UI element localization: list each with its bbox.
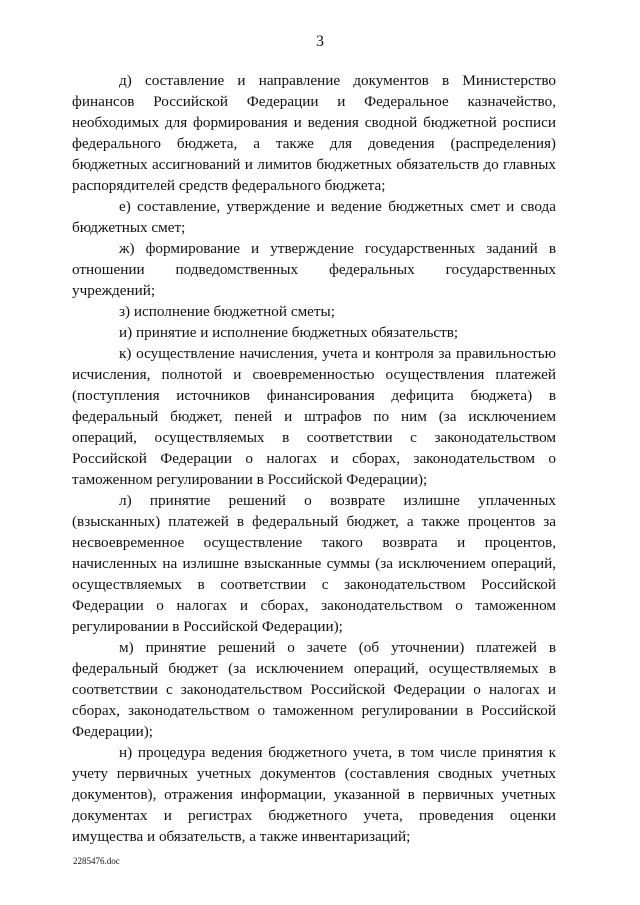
document-body: [72, 70, 556, 847]
paragraph-l: л) принятие решений о возврате излишне уплаченных (взысканных) платежей в федеральный бюджет, а также процентов за несвоевременное осуществление такого возврата и процентов, начисленных на излишне взысканные суммы (за исключением операций, осуществляемых в соответствии с законодательством Российской Федерации о налогах и сборах, законодательством о таможенном регулировании в Российской Федерации);: [72, 492, 556, 635]
paragraph-zh: ж) формирование и утверждение государственных заданий в отношении подведомственных федеральных государственных учреждений;: [72, 240, 556, 299]
paragraph-k: к) осуществление начисления, учета и контроля за правильностью исчисления, полнотой и своевременностью осуществления платежей (поступления источников финансирования дефицита бюджета) в федеральный бюджет, пеней и штрафов по ним (за исключением операций, осуществляемых в соответствии с законодательством Российской Федерации о налогах и сборах, законодательством о таможенном регулировании в Российской Федерации);: [72, 345, 556, 488]
paragraph-i: и) принятие и исполнение бюджетных обязательств;: [119, 324, 459, 341]
paragraph-d: д) составление и направление документов в Министерство финансов Российской Федерации и Федеральное казначейство, необходимых для формирования и ведения сводной бюджетной росписи федерального бюджета, а также для доведения (распределения) бюджетных ассигнований и лимитов бюджетных обязательств до главных распорядителей средств федерального бюджета;: [72, 72, 556, 194]
footer-filename: 2285476.doc: [73, 856, 120, 866]
page-number: 3: [316, 33, 324, 50]
paragraph-e: е) составление, утверждение и ведение бюджетных смет и свода бюджетных смет;: [72, 198, 556, 236]
paragraph-m: м) принятие решений о зачете (об уточнении) платежей в федеральный бюджет (за исключением операций, осуществляемых в соответствии с законодательством Российской Федерации о налогах и сборах, законодательством о таможенном регулировании в Российской Федерации);: [72, 639, 556, 740]
paragraph-n: н) процедура ведения бюджетного учета, в том числе принятия к учету первичных учетных документов (составления сводных учетных документов), отражения информации, указанной в первичных учетных документах и регистрах бюджетного учета, проведения оценки имущества и обязательств, а также инвентаризаций;: [72, 744, 556, 845]
paragraph-z: з) исполнение бюджетной сметы;: [119, 303, 335, 320]
